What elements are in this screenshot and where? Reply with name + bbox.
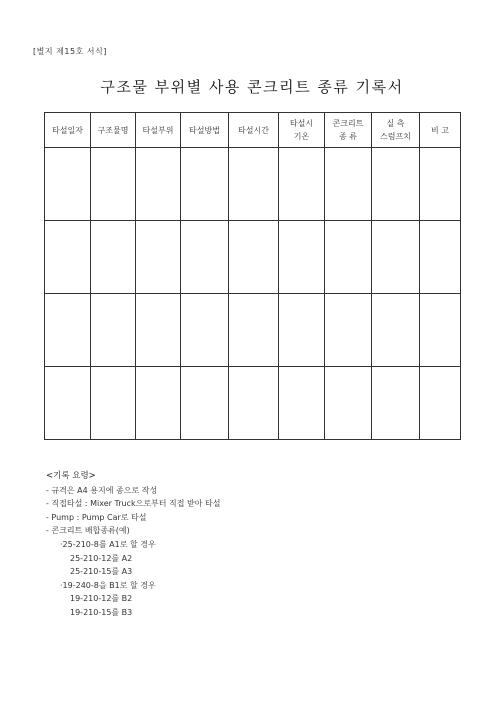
table-cell[interactable]: [279, 294, 325, 367]
header-pour-temperature: 타설시 기온: [279, 113, 325, 148]
table-cell[interactable]: [279, 367, 325, 440]
table-cell[interactable]: [136, 294, 181, 367]
mix-example-item: 19-210-15를 B3: [70, 607, 133, 617]
table-row: [45, 148, 461, 221]
mix-example-item: 25-210-12를 A2: [70, 553, 133, 563]
table-cell[interactable]: [229, 367, 279, 440]
table-cell[interactable]: [325, 294, 372, 367]
table-cell[interactable]: [420, 221, 461, 294]
table-cell[interactable]: [279, 221, 325, 294]
table-cell[interactable]: [45, 221, 91, 294]
writing-guidelines: [46, 470, 221, 620]
guideline-item: - 직접타설 : Mixer Truck으로부터 직접 받아 타설: [46, 499, 221, 509]
table-cell[interactable]: [372, 148, 420, 221]
mix-example-item: 25-210-15를 A3: [70, 567, 133, 577]
guidelines-heading: <기록 요령>: [46, 471, 96, 481]
table-cell[interactable]: [181, 294, 229, 367]
table-cell[interactable]: [45, 148, 91, 221]
table-cell[interactable]: [181, 148, 229, 221]
form-label: [별지 제15호 서식]: [33, 47, 107, 56]
table-cell[interactable]: [181, 367, 229, 440]
guideline-item: - 콘크리트 배합종류(예): [46, 526, 130, 536]
table-cell[interactable]: [229, 294, 279, 367]
table-cell[interactable]: [136, 221, 181, 294]
table-cell[interactable]: [229, 221, 279, 294]
header-pour-method: 타설방법: [181, 113, 229, 148]
table-cell[interactable]: [420, 294, 461, 367]
table-row: [45, 221, 461, 294]
table-cell[interactable]: [325, 367, 372, 440]
record-table: [44, 112, 461, 440]
table-cell[interactable]: [181, 221, 229, 294]
mix-example-item: 19-210-12를 B2: [70, 594, 133, 604]
table-cell[interactable]: [372, 367, 420, 440]
header-structure-name: 구조물명: [91, 113, 136, 148]
table-row: [45, 294, 461, 367]
table-row: [45, 367, 461, 440]
table-header-row: [45, 113, 461, 148]
table-cell[interactable]: [45, 294, 91, 367]
guideline-item: - Pump : Pump Car로 타설: [46, 512, 147, 522]
header-pour-date: 타설일자: [45, 113, 91, 148]
header-concrete-type: 콘크리트 종 류: [325, 113, 372, 148]
header-pour-part: 타설부위: [136, 113, 181, 148]
table-cell[interactable]: [420, 148, 461, 221]
table-cell[interactable]: [91, 221, 136, 294]
table-cell[interactable]: [229, 148, 279, 221]
table-cell[interactable]: [91, 148, 136, 221]
header-slump: 실 측 스럼프치: [372, 113, 420, 148]
table-cell[interactable]: [136, 148, 181, 221]
table-cell[interactable]: [325, 148, 372, 221]
mix-example-group: ·25-210-8를 A1로 할 경우: [60, 539, 156, 549]
table-cell[interactable]: [136, 367, 181, 440]
table-cell[interactable]: [91, 294, 136, 367]
document-title: 구조물 부위별 사용 콘크리트 종류 기록서: [100, 78, 404, 96]
table-cell[interactable]: [91, 367, 136, 440]
table-cell[interactable]: [372, 294, 420, 367]
table-cell[interactable]: [372, 221, 420, 294]
table-cell[interactable]: [279, 148, 325, 221]
header-pour-time: 타설시간: [229, 113, 279, 148]
header-remarks: 비 고: [420, 113, 461, 148]
mix-example-group: ·19-240-8을 B1로 할 경우: [60, 580, 156, 590]
guideline-item: - 규격은 A4 용지에 종으로 작성: [46, 485, 158, 495]
table-cell[interactable]: [325, 221, 372, 294]
table-cell[interactable]: [45, 367, 91, 440]
table-cell[interactable]: [420, 367, 461, 440]
